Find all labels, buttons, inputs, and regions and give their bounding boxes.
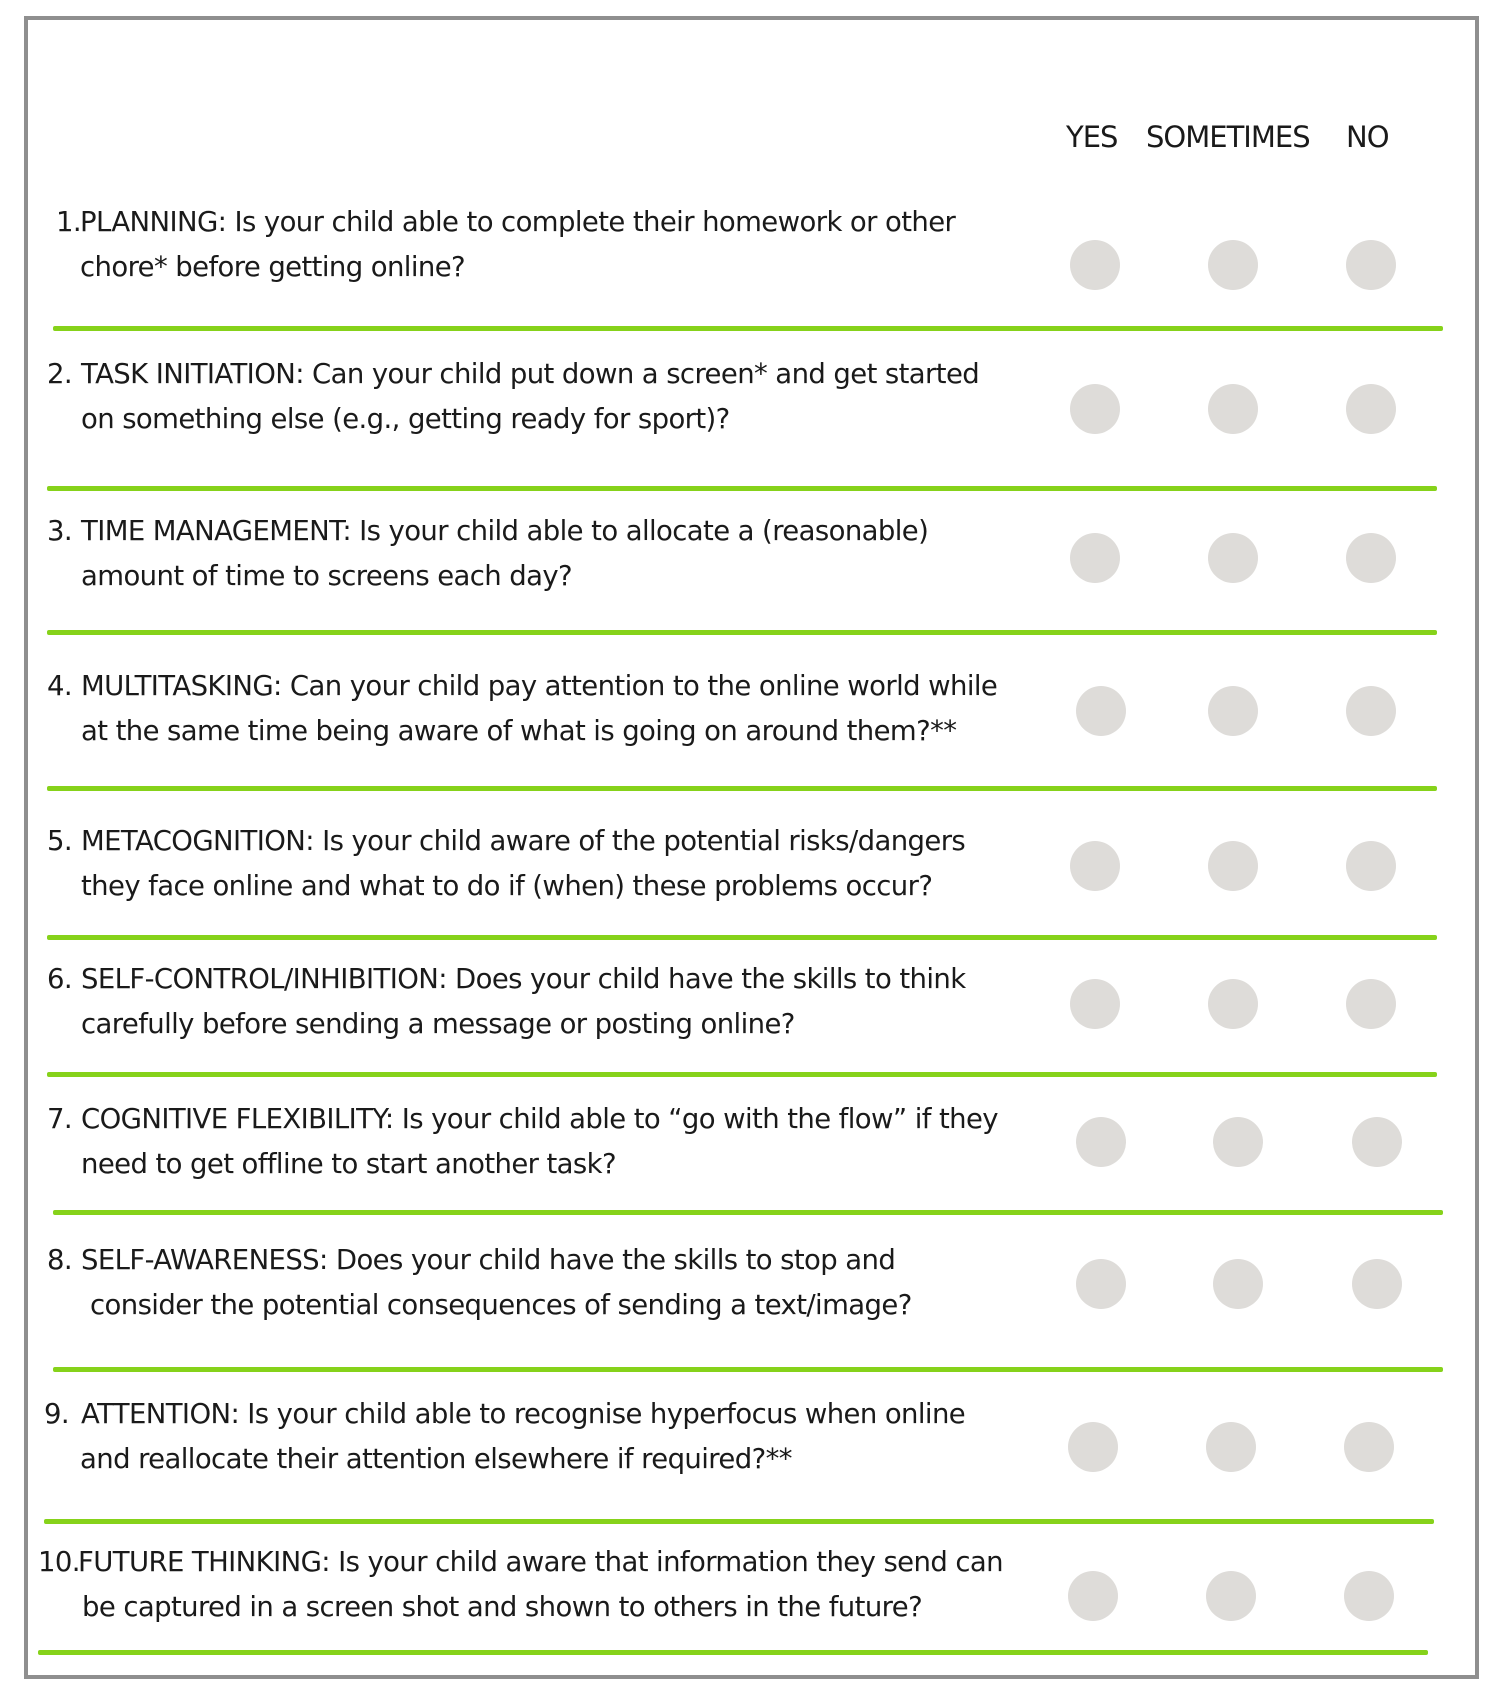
question-label: FUTURE THINKING: bbox=[78, 1546, 330, 1578]
divider-line bbox=[53, 1210, 1443, 1215]
question-5-line1 bbox=[47, 819, 965, 864]
question-text-line1: Is your child able to “go with the flow” if they bbox=[401, 1103, 998, 1135]
divider-line bbox=[53, 1367, 1443, 1372]
question-label: TIME MANAGEMENT: bbox=[81, 515, 351, 547]
question-5 bbox=[47, 819, 965, 909]
question-8 bbox=[47, 1238, 912, 1328]
question-label: SELF-CONTROL/INHIBITION: bbox=[81, 963, 447, 995]
question-2-line2 bbox=[47, 397, 979, 442]
radio-q8-yes[interactable] bbox=[1076, 1259, 1126, 1309]
question-10-line2 bbox=[38, 1585, 1003, 1630]
radio-q2-no[interactable] bbox=[1346, 384, 1396, 434]
question-label: COGNITIVE FLEXIBILITY: bbox=[81, 1103, 394, 1135]
question-number: 2. bbox=[47, 358, 73, 390]
question-text-line1: Can your child put down a screen* and get started bbox=[312, 358, 980, 390]
divider-line bbox=[44, 1519, 1434, 1524]
question-2 bbox=[47, 352, 979, 442]
divider-line bbox=[47, 786, 1437, 791]
radio-q10-sometimes[interactable] bbox=[1206, 1571, 1256, 1621]
question-5-line2 bbox=[47, 864, 965, 909]
question-text-line1: Is your child aware of the potential risks/dangers bbox=[322, 825, 966, 857]
question-3-line2 bbox=[47, 554, 928, 599]
question-10 bbox=[38, 1540, 1003, 1630]
question-number: 5. bbox=[47, 825, 73, 857]
divider-line bbox=[47, 935, 1437, 940]
question-text-line1: Is your child able to complete their homework or other bbox=[234, 206, 956, 238]
question-number: 6. bbox=[47, 963, 73, 995]
question-number: 3. bbox=[47, 515, 73, 547]
question-8-line1 bbox=[47, 1238, 912, 1283]
divider-line bbox=[47, 1072, 1437, 1077]
question-3 bbox=[47, 509, 928, 599]
radio-q1-sometimes[interactable] bbox=[1208, 240, 1258, 290]
question-1-line2 bbox=[56, 245, 955, 290]
question-text-line2: they face online and what to do if (when) these problems occur? bbox=[81, 870, 933, 902]
question-text-line2: need to get offline to start another task? bbox=[81, 1148, 616, 1180]
question-number: 8. bbox=[47, 1244, 73, 1276]
column-header-no: NO bbox=[1346, 120, 1389, 154]
question-text-line1: Is your child aware that information they send can bbox=[338, 1546, 1003, 1578]
question-label: PLANNING: bbox=[80, 206, 227, 238]
radio-q2-yes[interactable] bbox=[1070, 384, 1120, 434]
question-8-line2 bbox=[47, 1283, 912, 1328]
question-9-line2 bbox=[44, 1437, 965, 1482]
question-text-line1: Is your child able to recognise hyperfocus when online bbox=[247, 1398, 966, 1430]
question-text-line2: at the same time being aware of what is going on around them?** bbox=[81, 715, 957, 747]
question-text-line1: Does your child have the skills to think bbox=[455, 963, 966, 995]
question-4-line2 bbox=[47, 709, 997, 754]
question-7-line2 bbox=[47, 1142, 998, 1187]
column-header-sometimes: SOMETIMES bbox=[1146, 120, 1310, 154]
radio-q4-no[interactable] bbox=[1346, 686, 1396, 736]
radio-q7-sometimes[interactable] bbox=[1213, 1117, 1263, 1167]
radio-q8-sometimes[interactable] bbox=[1213, 1259, 1263, 1309]
radio-q6-yes[interactable] bbox=[1070, 979, 1120, 1029]
question-number: 7. bbox=[47, 1103, 73, 1135]
radio-q6-sometimes[interactable] bbox=[1208, 979, 1258, 1029]
question-number: 4. bbox=[47, 670, 73, 702]
question-text-line2: consider the potential consequences of sending a text/image? bbox=[90, 1289, 912, 1321]
question-text-line2: on something else (e.g., getting ready for sport)? bbox=[81, 403, 730, 435]
question-4 bbox=[47, 664, 997, 754]
radio-q10-yes[interactable] bbox=[1068, 1571, 1118, 1621]
question-3-line1 bbox=[47, 509, 928, 554]
question-label: METACOGNITION: bbox=[81, 825, 314, 857]
radio-q8-no[interactable] bbox=[1352, 1259, 1402, 1309]
divider-line bbox=[47, 630, 1437, 635]
radio-q3-yes[interactable] bbox=[1070, 533, 1120, 583]
question-10-line1 bbox=[38, 1540, 1003, 1585]
question-number: 10. bbox=[38, 1546, 80, 1578]
question-text-line1: Can your child pay attention to the online world while bbox=[289, 670, 998, 702]
question-text-line2: chore* before getting online? bbox=[80, 251, 466, 283]
question-text-line1: Is your child able to allocate a (reasonable) bbox=[359, 515, 929, 547]
radio-q4-yes[interactable] bbox=[1076, 686, 1126, 736]
question-7-line1 bbox=[47, 1097, 998, 1142]
radio-q10-no[interactable] bbox=[1344, 1571, 1394, 1621]
radio-q1-no[interactable] bbox=[1346, 240, 1396, 290]
question-6 bbox=[47, 957, 966, 1047]
radio-q7-no[interactable] bbox=[1352, 1117, 1402, 1167]
divider-line bbox=[47, 486, 1437, 491]
radio-q4-sometimes[interactable] bbox=[1208, 686, 1258, 736]
question-text-line2: be captured in a screen shot and shown to others in the future? bbox=[82, 1591, 923, 1623]
radio-q9-no[interactable] bbox=[1344, 1422, 1394, 1472]
question-label: SELF-AWARENESS: bbox=[81, 1244, 328, 1276]
question-label: TASK INITIATION: bbox=[81, 358, 304, 390]
radio-q1-yes[interactable] bbox=[1070, 240, 1120, 290]
question-6-line1 bbox=[47, 957, 966, 1002]
radio-q2-sometimes[interactable] bbox=[1208, 384, 1258, 434]
question-number: 9. bbox=[44, 1398, 70, 1430]
radio-q5-yes[interactable] bbox=[1070, 841, 1120, 891]
radio-q5-sometimes[interactable] bbox=[1208, 841, 1258, 891]
question-text-line1: Does your child have the skills to stop and bbox=[335, 1244, 896, 1276]
question-9 bbox=[44, 1392, 965, 1482]
divider-line bbox=[38, 1650, 1428, 1655]
column-header-yes: YES bbox=[1066, 120, 1118, 154]
question-text-line2: carefully before sending a message or posting online? bbox=[81, 1008, 795, 1040]
radio-q6-no[interactable] bbox=[1346, 979, 1396, 1029]
radio-q5-no[interactable] bbox=[1346, 841, 1396, 891]
radio-q9-yes[interactable] bbox=[1068, 1422, 1118, 1472]
question-7 bbox=[47, 1097, 998, 1187]
question-number: 1. bbox=[56, 206, 82, 238]
radio-q9-sometimes[interactable] bbox=[1206, 1422, 1256, 1472]
question-label: MULTITASKING: bbox=[81, 670, 282, 702]
divider-line bbox=[53, 326, 1443, 331]
question-9-line1 bbox=[44, 1392, 965, 1437]
question-1-line1 bbox=[56, 200, 955, 245]
question-label: ATTENTION: bbox=[81, 1398, 240, 1430]
radio-q3-sometimes[interactable] bbox=[1208, 533, 1258, 583]
radio-q3-no[interactable] bbox=[1346, 533, 1396, 583]
question-text-line2: and reallocate their attention elsewhere if required?** bbox=[80, 1443, 792, 1475]
question-text-line2: amount of time to screens each day? bbox=[81, 560, 573, 592]
question-6-line2 bbox=[47, 1002, 966, 1047]
question-4-line1 bbox=[47, 664, 997, 709]
question-2-line1 bbox=[47, 352, 979, 397]
question-1 bbox=[56, 200, 955, 290]
radio-q7-yes[interactable] bbox=[1076, 1117, 1126, 1167]
